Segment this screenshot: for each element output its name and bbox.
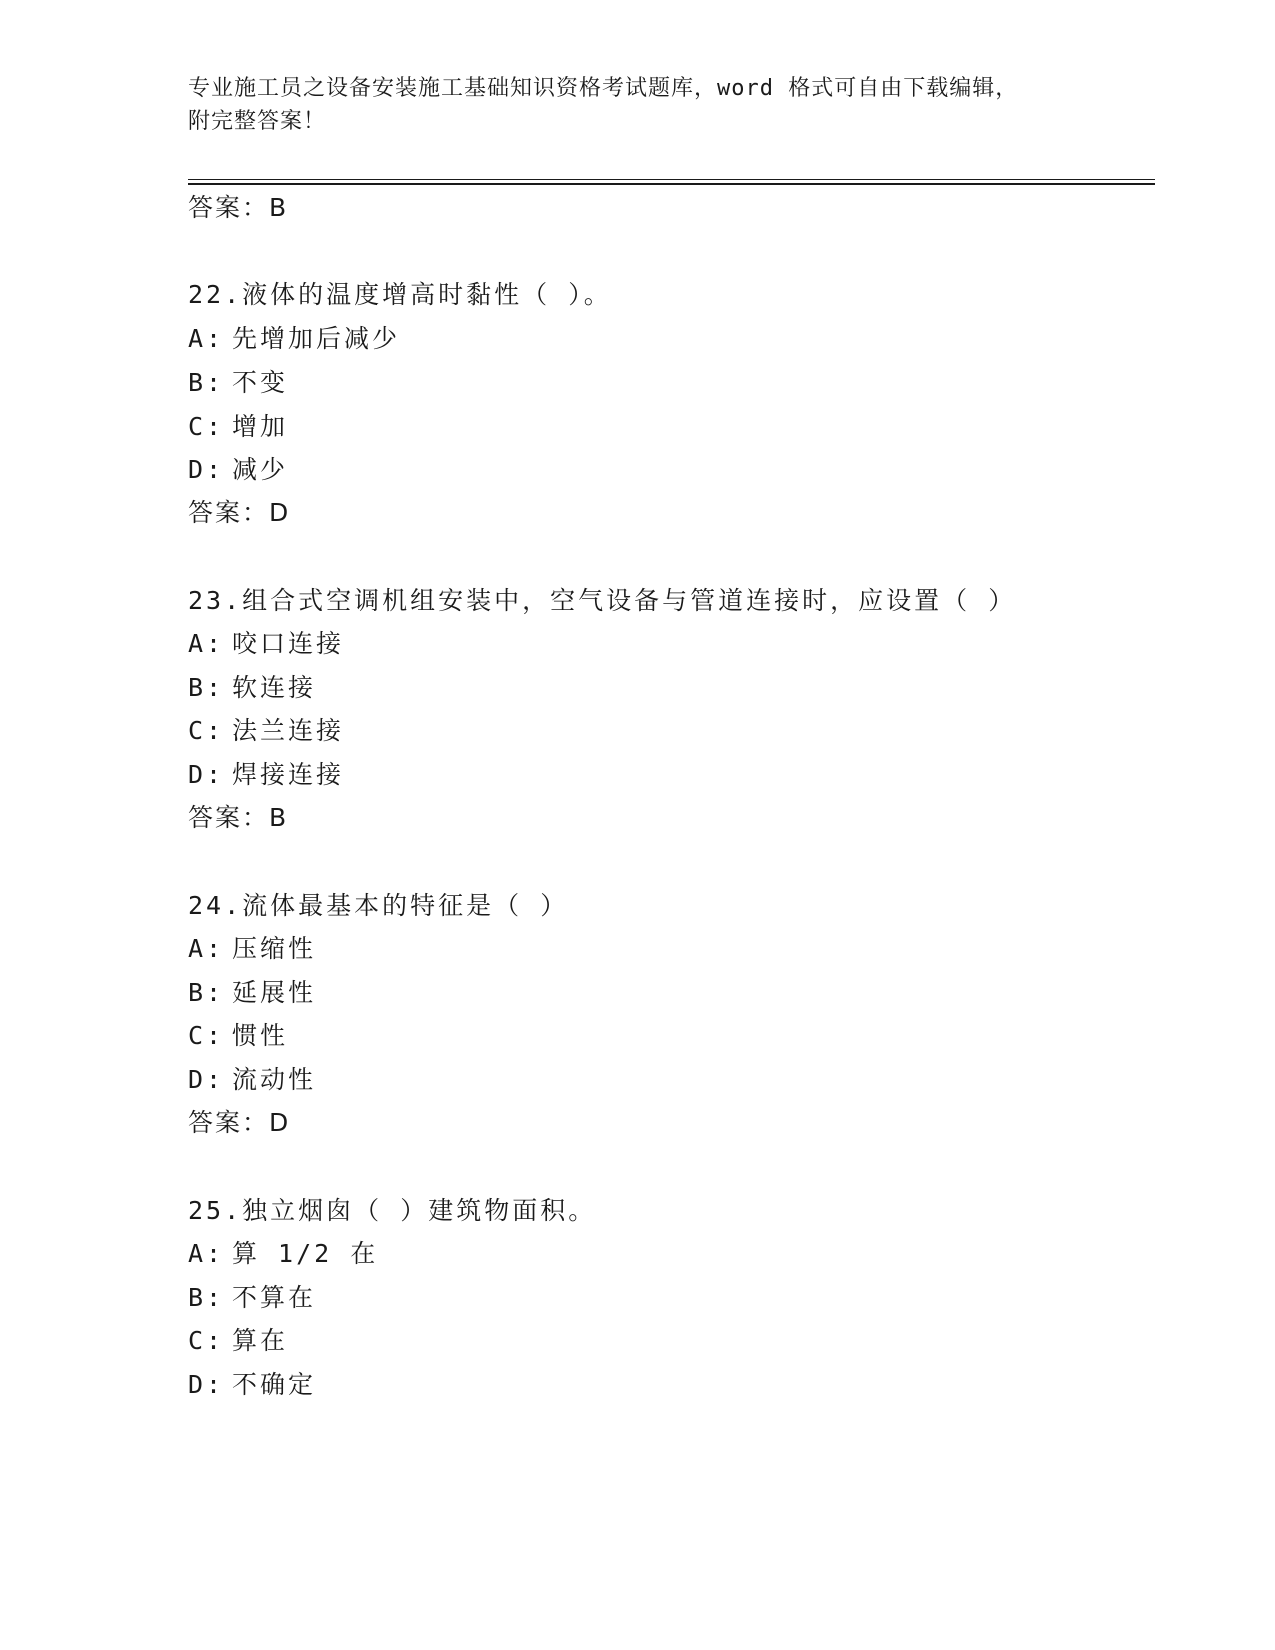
option-d (188, 760, 344, 790)
option-d (188, 1065, 316, 1095)
previous-answer: 答案：B (188, 193, 289, 222)
option-text: 增加 (232, 412, 289, 441)
option-letter: B: (188, 1283, 225, 1312)
option-b (188, 1283, 316, 1313)
option-c (188, 1021, 288, 1051)
option-text: 法兰连接 (232, 716, 345, 745)
header-rule-thin (188, 179, 1155, 180)
option-letter: B: (188, 673, 225, 702)
option-c (188, 1326, 288, 1356)
option-letter: D: (188, 760, 225, 789)
header-line-2: 附完整答案！ (188, 109, 327, 134)
answer-line: 答案：D (188, 498, 291, 527)
option-letter: B: (188, 368, 225, 397)
option-letter: C: (188, 1326, 225, 1355)
header-line-1: 专业施工员之设备安装施工基础知识资格考试题库，word 格式可自由下载编辑， (188, 76, 1019, 101)
option-text: 延展性 (232, 978, 317, 1007)
option-text: 焊接连接 (232, 760, 345, 789)
option-letter: A: (188, 629, 225, 658)
question-stem: 22.液体的温度增高时黏性（ ）。 (188, 280, 612, 309)
document-header (188, 72, 1088, 138)
option-letter: B: (188, 978, 225, 1007)
option-text: 先增加后减少 (232, 324, 401, 353)
option-letter: C: (188, 716, 225, 745)
option-b (188, 978, 316, 1008)
option-text: 惯性 (232, 1021, 289, 1050)
option-d (188, 455, 288, 485)
option-text: 算在 (232, 1326, 289, 1355)
option-letter: A: (188, 324, 225, 353)
question-stem: 23.组合式空调机组安装中，空气设备与管道连接时，应设置（ ） (188, 586, 1017, 615)
option-text: 不确定 (232, 1370, 317, 1399)
question-stem: 25.独立烟囱（ ）建筑物面积。 (188, 1196, 597, 1225)
option-text: 咬口连接 (232, 629, 345, 658)
option-letter: A: (188, 1239, 225, 1268)
option-letter: A: (188, 934, 225, 963)
option-text: 算 1/2 在 (232, 1239, 379, 1268)
option-text: 压缩性 (232, 934, 317, 963)
option-b (188, 673, 316, 703)
option-c (188, 716, 344, 746)
answer-line: 答案：B (188, 803, 289, 832)
option-letter: D: (188, 1065, 225, 1094)
option-text: 不变 (232, 368, 289, 397)
option-text: 软连接 (232, 673, 317, 702)
option-a (188, 934, 316, 964)
option-d (188, 1370, 316, 1400)
option-letter: C: (188, 1021, 225, 1050)
option-letter: D: (188, 1370, 225, 1399)
option-c (188, 412, 288, 442)
option-a (188, 1239, 378, 1269)
option-b (188, 368, 288, 398)
option-a (188, 324, 400, 354)
question-stem: 24.流体最基本的特征是（ ） (188, 891, 569, 920)
answer-line: 答案：D (188, 1108, 291, 1137)
option-a (188, 629, 344, 659)
option-letter: D: (188, 455, 225, 484)
option-text: 减少 (232, 455, 289, 484)
option-letter: C: (188, 412, 225, 441)
option-text: 流动性 (232, 1065, 317, 1094)
header-rule-thick (188, 183, 1155, 185)
option-text: 不算在 (232, 1283, 317, 1312)
